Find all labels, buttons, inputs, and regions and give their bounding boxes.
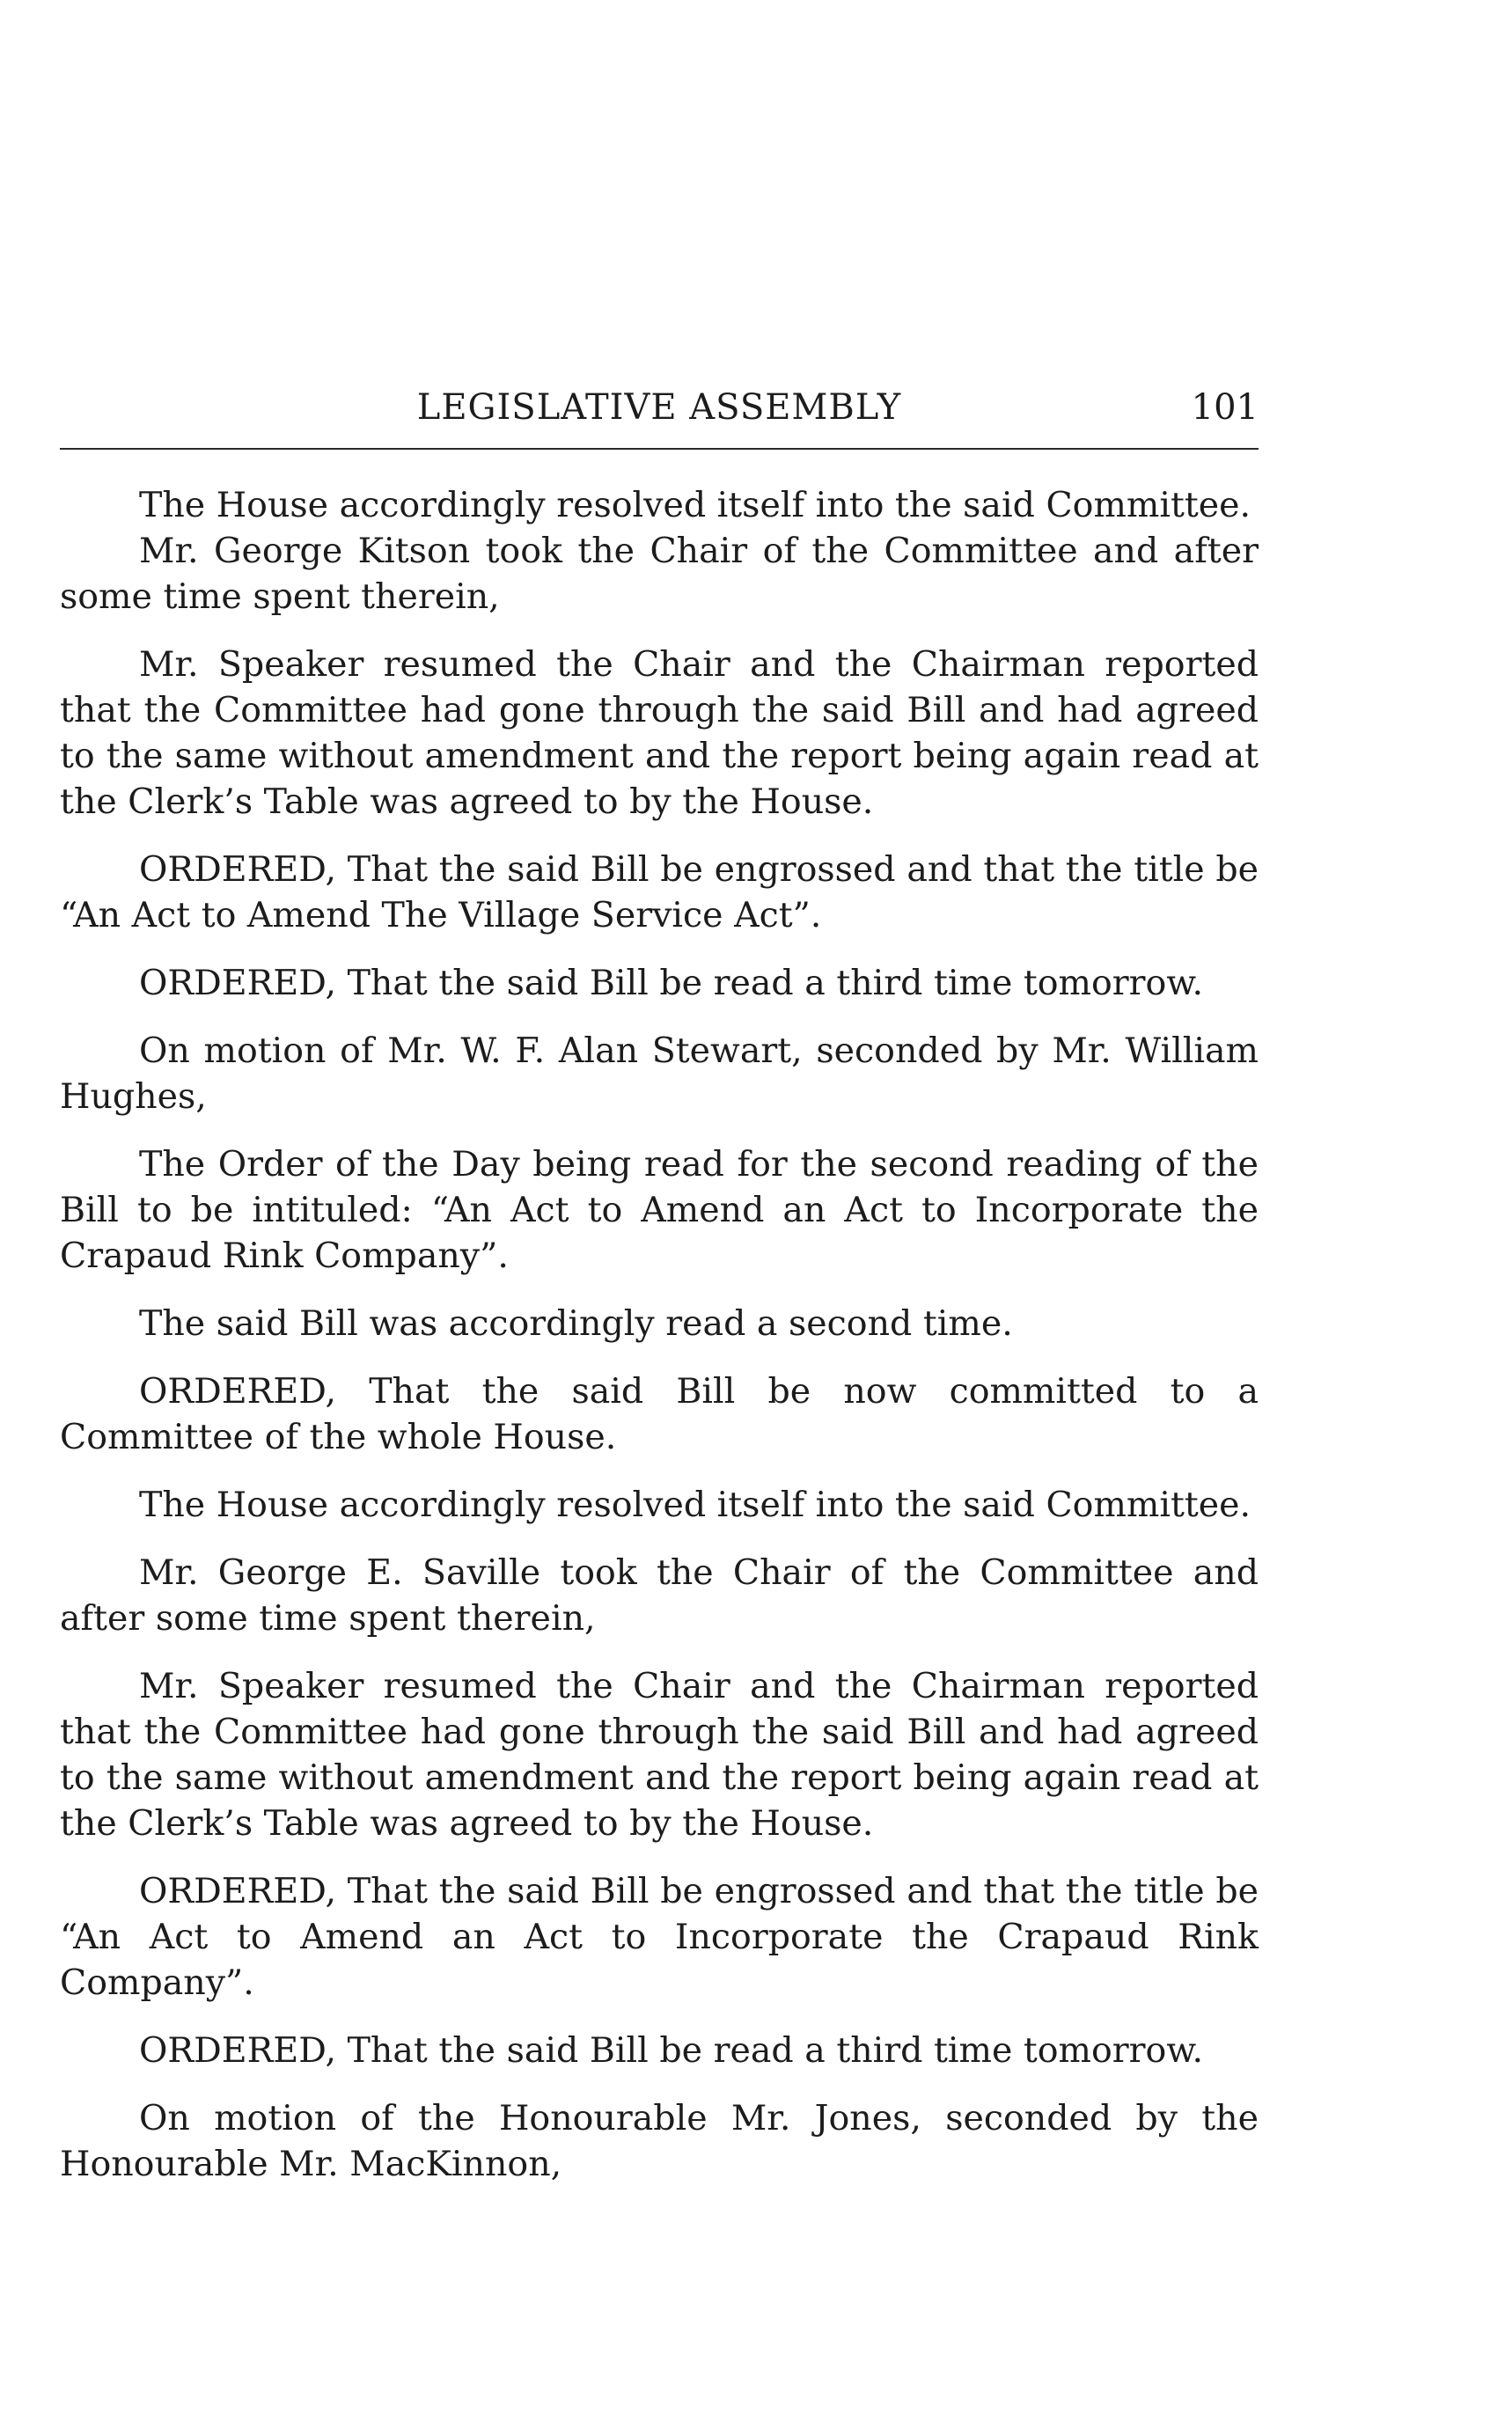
paragraph: Mr. Speaker resumed the Chair and the Chairman reported that the Committee had gone through the said Bill and had agreed to the same without amendment and the report being again read at the Clerk’s Table was agreed to by the House. xyxy=(60,1666,1259,1844)
paragraph: On motion of the Honourable Mr. Jones, seconded by the Honourable Mr. MacKinnon, xyxy=(60,2098,1259,2184)
paragraph: The House accordingly resolved itself into the said Committee. xyxy=(139,485,1251,525)
paragraph: On motion of Mr. W. F. Alan Stewart, seconded by Mr. William Hughes, xyxy=(60,1031,1259,1117)
header-title: LEGISLATIVE ASSEMBLY xyxy=(416,387,902,428)
header-rule xyxy=(60,448,1259,450)
paragraph: The Order of the Day being read for the second reading of the Bill to be intituled: “An Act to Amend an Act to Incorporate the Crapaud Rink Company”. xyxy=(60,1144,1259,1276)
page-number: 101 xyxy=(1191,387,1259,428)
paragraph: Mr. Speaker resumed the Chair and the Chairman reported that the Committee had gone through the said Bill and had agreed to the same without amendment and the report being again read at the Clerk’s Table was agreed to by the House. xyxy=(60,644,1259,822)
paragraph: ORDERED, That the said Bill be now committed to a Committee of the whole House. xyxy=(60,1371,1259,1457)
paragraph: The House accordingly resolved itself into the said Committee. xyxy=(139,1485,1251,1525)
paragraph: Mr. George E. Saville took the Chair of the Committee and after some time spent therein, xyxy=(60,1552,1259,1639)
paragraph: ORDERED, That the said Bill be engrossed and that the title be “An Act to Amend an Act to Incorporate the Crapaud Rink Company”. xyxy=(60,1871,1259,2003)
paragraph: The said Bill was accordingly read a second time. xyxy=(139,1303,1013,1344)
body-text xyxy=(60,482,1259,2209)
paragraph: ORDERED, That the said Bill be read a third time tomorrow. xyxy=(139,2030,1204,2071)
paragraph: ORDERED, That the said Bill be read a third time tomorrow. xyxy=(139,963,1204,1003)
paragraph: ORDERED, That the said Bill be engrossed and that the title be “An Act to Amend The Village Service Act”. xyxy=(60,849,1259,935)
running-header xyxy=(60,385,1259,438)
paragraph: Mr. George Kitson took the Chair of the Committee and after some time spent therein, xyxy=(60,531,1259,617)
